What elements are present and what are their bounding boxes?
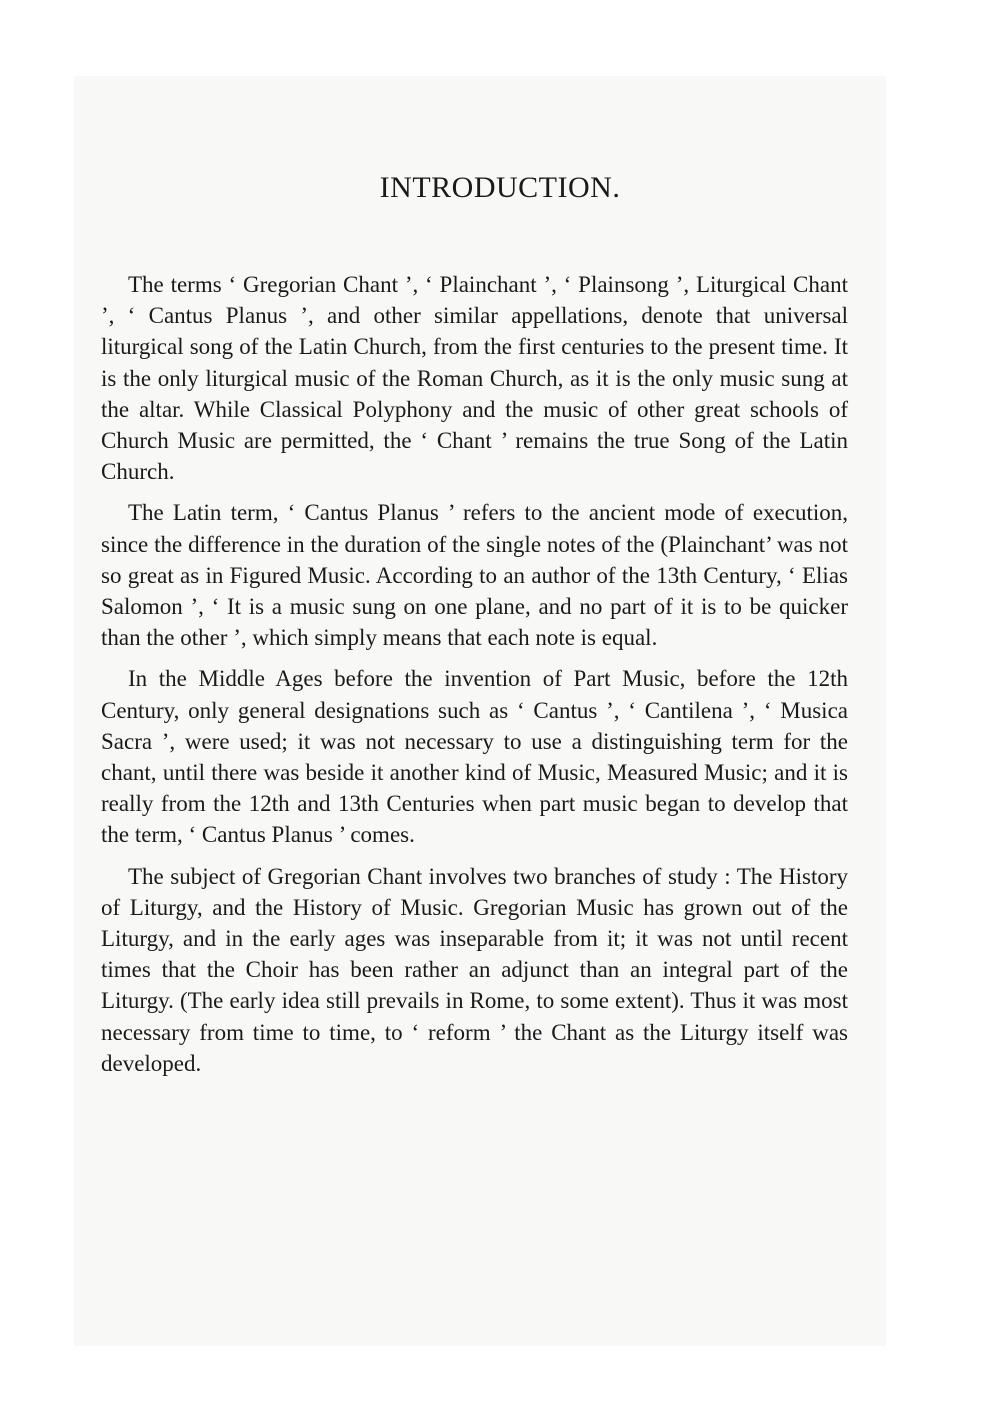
page-title: INTRODUCTION. — [379, 171, 621, 204]
body-text — [101, 269, 848, 1079]
paragraph-subject: The subject of Gregorian Chant involves two branches of study : The History of Liturgy, and the History of Music. Gregorian Music has grown out of the Liturgy, and in the early ages was inseparable from it; it was not until recent times that the Choir has been rather an adjunct than an integral part of the Liturgy. (The early idea still prevails in Rome, to some extent). Thus it was most necessary from time to time, to ‘ reform ’ the Chant as the Liturgy itself was developed. — [101, 863, 848, 1076]
paragraph-cantus-planus: The Latin term, ‘ Cantus Planus ’ refers to the ancient mode of execution, since the difference in the duration of the single notes of the (Plainchant’ was not so great as in Figured Music. According to an author of the 13th Century, ‘ Elias Salomon ’, ‘ It is a music sung on one plane, and no part of it is to be quicker than the other ’, which simply means that each note is equal. — [101, 500, 848, 651]
paragraph-middle-ages: In the Middle Ages before the invention of Part Music, before the 12th Century, only general designations such as ‘ Cantus ’, ‘ Cantilena ’, ‘ Musica Sacra ’, were used; it was not necessary to use a distinguishing term for the chant, until there was beside it another kind of Music, Measured Music; and it is really from the 12th and 13th Centuries when part music began to develop that the term, ‘ Cantus Planus ’ comes. — [101, 666, 848, 848]
paragraph-terms: The terms ‘ Gregorian Chant ’, ‘ Plainchant ’, ‘ Plainsong ’, Liturgical Chant ’, ‘ Cantus Planus ’, and other similar appellations, denote that universal liturgical song of the Latin Church, from the first centuries to the present time. It is the only liturgical music of the Roman Church, as it is the only music sung at the altar. While Classical Polyphony and the music of other great schools of Church Music are permitted, the ‘ Chant ’ remains the true Song of the Latin Church. — [101, 272, 848, 485]
